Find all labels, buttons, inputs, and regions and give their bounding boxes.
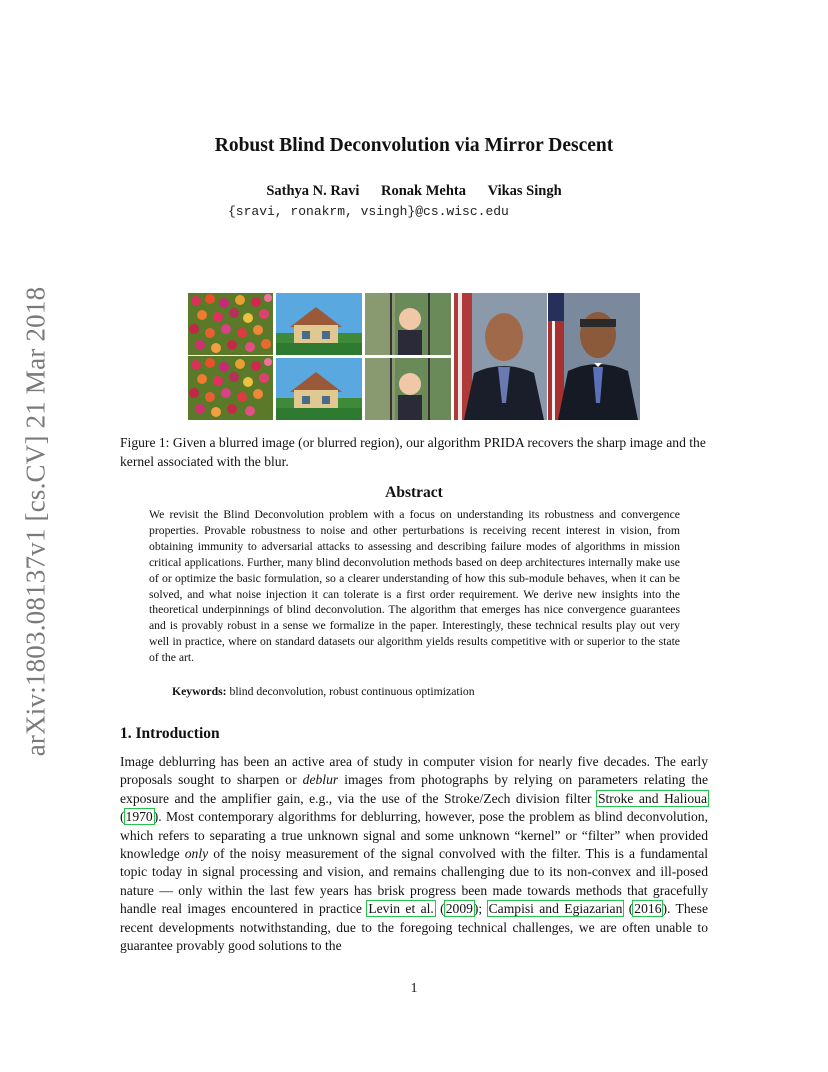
page-number: 1 <box>410 980 418 995</box>
keywords-line <box>172 685 475 698</box>
emphasis-text: deblur <box>302 772 339 788</box>
figure-caption: Figure 1: Given a blurred image (or blurred region), our algorithm PRIDA recovers the sharp image and the kernel associated with the blur. <box>120 435 706 469</box>
citation-year-link[interactable]: 2016 <box>634 901 662 917</box>
flowers-photo <box>188 293 273 420</box>
author-name: Sathya N. Ravi <box>266 183 360 199</box>
obama-blurred-photo <box>454 293 547 420</box>
author-name: Vikas Singh <box>487 183 562 199</box>
house-photo <box>276 293 362 420</box>
citation-year-link[interactable]: 2009 <box>445 901 473 917</box>
author-name: Ronak Mehta <box>381 183 467 199</box>
citation-year-link[interactable]: 1970 <box>125 809 153 825</box>
paragraph-text: Image deblurring has been an active area of study in computer vision for nearly five decades. The early proposals sought to sharpen or <box>120 754 708 788</box>
arxiv-identifier-stamp <box>17 286 55 756</box>
child-swing-photo <box>365 293 451 420</box>
paragraph-text: images from photographs by relying on parameters relating the exposure and the amplifier gain, e.g., via the use of the Stroke/Zech division filter <box>120 772 708 806</box>
obama-sharp-photo <box>548 293 640 420</box>
paragraph-text: . These recent developments notwithstanding, due to the foregoing technical challenges, we are often unable to guarantee provably good solutions to the <box>120 901 708 954</box>
emphasis-text: only <box>184 846 209 862</box>
keywords-list: blind deconvolution, robust continuous optimization <box>229 685 475 698</box>
abstract-heading: Abstract <box>385 484 443 501</box>
citation-link[interactable]: Stroke and Halioua <box>597 790 707 806</box>
introduction-paragraph: Image deblurring has been an active area of study in computer vision for nearly five decades. The early proposals sought to sharpen or deblur images from photographs by relying on parameters relating the exposure and the amplifier gain, e.g., via the use of the Stroke/Zech division filter Stroke and Halioua (1970). Most contemporary algorithms for deblurring, however, pose the problem as blind deconvolution, which refers to separating a true unknown signal and some unknown “kernel” or “filter” when provided knowledge only of the noisy measurement of the signal convolved with the filter. This is a fundamental topic today in signal processing and vision, and remains challenging due to its non-convex and ill-posed nature — only within the last few years has brisk progress been made towards methods that gracefully handle real images encountered in practice Levin et al. (2009); Campisi and Egiazarian (2016). These recent developments notwithstanding, due to the foregoing technical challenges, we are often unable to guarantee provably good solutions to the <box>120 754 709 954</box>
keywords-label: Keywords: <box>172 685 227 698</box>
citation-link[interactable]: Levin et al. <box>368 901 434 917</box>
citation-link[interactable]: Campisi and Egiazarian <box>488 901 623 917</box>
author-list <box>0 183 828 200</box>
paper-title: Robust Blind Deconvolution via Mirror Descent <box>214 135 614 156</box>
section-heading: 1. Introduction <box>120 725 220 742</box>
author-emails: {sravi, ronakrm, vsingh}@cs.wisc.edu <box>228 204 509 219</box>
teaser-figure <box>188 293 640 420</box>
arxiv-identifier: arXiv:1803.08137v1 [cs.CV] 21 Mar 2018 <box>20 286 51 756</box>
paragraph-text: ). Most contemporary algorithms for deblurring, however, pose the problem as blind deconvolution, which refers to separating a true unknown signal and some unknown “kernel” or “filter” when provided knowledge <box>120 809 708 862</box>
abstract-text: We revisit the Blind Deconvolution problem with a focus on understanding its robustness and convergence properties. Provable robustness to noise and other perturbations is receiving recent interest in vision, from obtaining immunity to adversarial attacks to assessing and describing failure modes of algorithms in mission critical applications. Further, many blind deconvolution methods based on deep architectures internally make use of or optimize the basic formulation, so a clearer understanding of how this sub-module behaves, when it can be solved, and what noise injection it can tolerate is a first order requirement. We derive new insights into the theoretical underpinnings of blind deconvolution. The algorithm that emerges has nice convergence guarantees and is provably robust in a sense we formalize in the paper. Interestingly, these technical results play out very well in practice, where on standard datasets our algorithm yields results competitive with or superior to the state of the art. <box>149 508 680 665</box>
paragraph-text: of the noisy measurement of the signal convolved with the filter. This is a fundamental topic today in signal processing and vision, and remains challenging due to its non-convex and ill-posed nature — only within the last few years has brisk progress been made towards methods that gracefully handle real images encountered in practice <box>120 846 709 917</box>
